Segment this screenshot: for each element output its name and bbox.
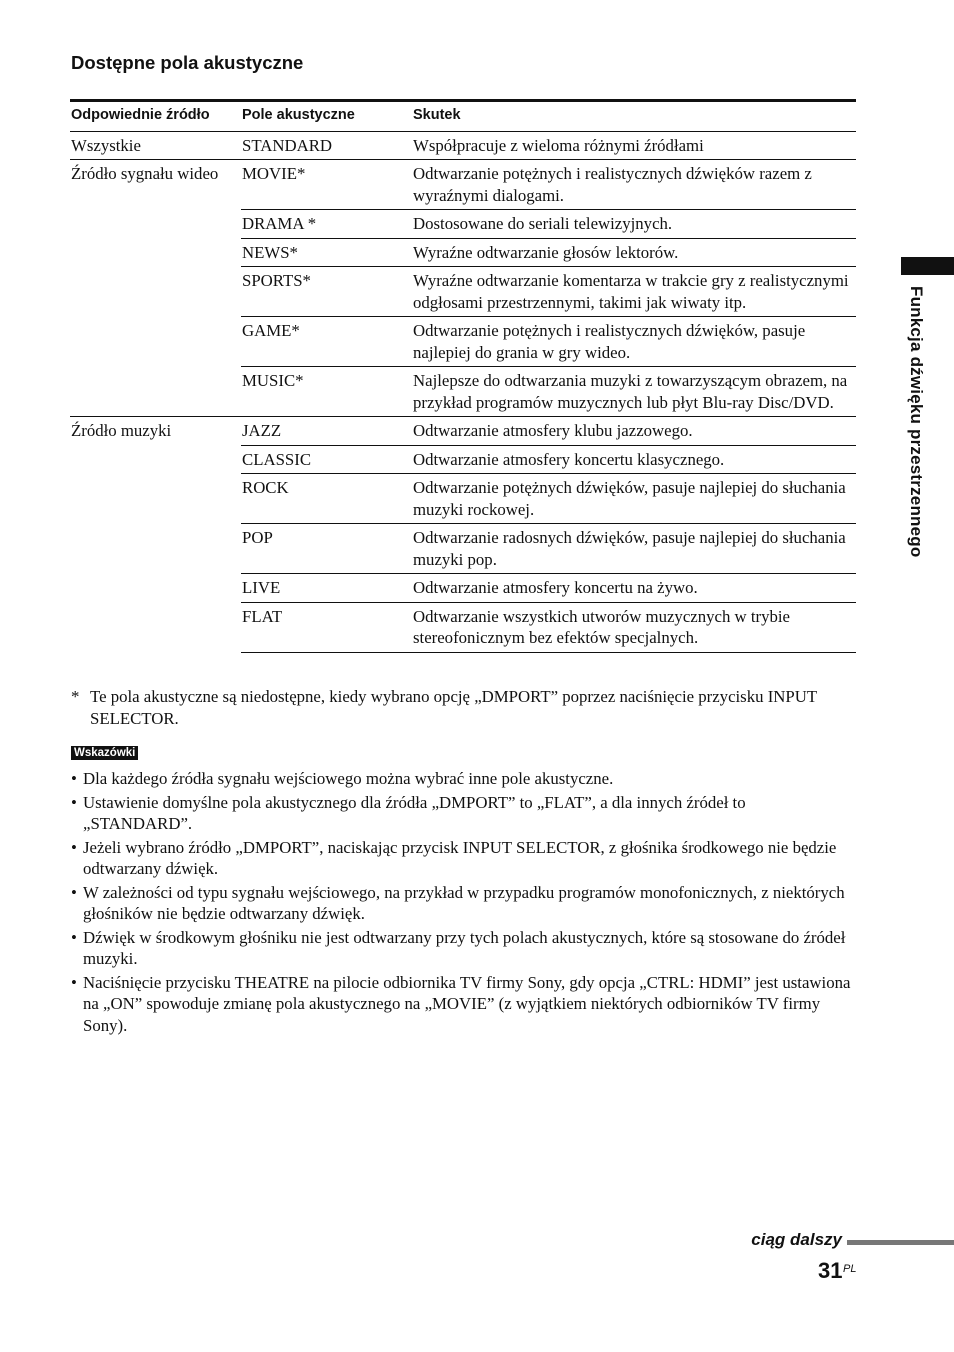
effect-cell: Odtwarzanie potężnych dźwięków, pasuje najlepiej do słuchania muzyki rockowej. — [412, 474, 856, 524]
tips-list — [71, 768, 857, 1038]
effect-cell: Dostosowane do seriali telewizyjnych. — [412, 210, 856, 239]
effect-cell: Odtwarzanie atmosfery koncertu na żywo. — [412, 574, 856, 603]
source-cell: Źródło muzyki — [70, 417, 241, 653]
section-side-label: Funkcja dźwięku przestrzennego — [907, 286, 926, 558]
footnote-marker: * — [71, 687, 80, 706]
list-item — [71, 792, 857, 835]
header-field: Pole akustyczne — [242, 107, 355, 123]
field-cell: MUSIC* — [241, 367, 412, 417]
section-heading: Dostępne pola akustyczne — [71, 52, 304, 73]
source-cell: Wszystkie — [70, 131, 241, 160]
page-number: 31 — [818, 1258, 843, 1283]
field-cell: SPORTS* — [241, 267, 412, 317]
bullet-icon: • — [71, 972, 77, 992]
bullet-icon: • — [71, 769, 77, 788]
tip-text: Ustawienie domyślne pola akustycznego dla źródła „DMPORT” to „FLAT”, a dla innych źródeł to „STANDARD”. — [83, 792, 746, 833]
effect-cell: Odtwarzanie atmosfery klubu jazzowego. — [412, 417, 856, 446]
field-cell: NEWS* — [241, 238, 412, 267]
field-cell: POP — [241, 524, 412, 574]
continued-label: ciąg dalszy — [751, 1230, 842, 1249]
effect-cell: Współpracuje z wieloma różnymi źródłami — [412, 131, 856, 160]
footnote-text: Te pola akustyczne są niedostępne, kiedy wybrano opcję „DMPORT” poprzez naciśnięcie przycisku INPUT SELECTOR. — [90, 687, 817, 728]
effect-cell: Najlepsze do odtwarzania muzyki z towarzyszącym obrazem, na przykład programów muzycznych lub płyt Blu-ray Disc/DVD. — [412, 367, 856, 417]
effect-cell: Odtwarzanie atmosfery koncertu klasycznego. — [412, 445, 856, 474]
tip-text: Naciśnięcie przycisku THEATRE na pilocie odbiornika TV firmy Sony, gdy opcja „CTRL: HDMI” jest ustawiona na „ON” spowoduje zmianę pola akustycznego na „MOVIE” (z wyjątkiem niektórych odbiorników TV firmy Sony). — [83, 972, 851, 1035]
field-cell: ROCK — [241, 474, 412, 524]
page-language-suffix: PL — [843, 1263, 857, 1275]
field-cell: LIVE — [241, 574, 412, 603]
effect-cell: Odtwarzanie radosnych dźwięków, pasuje najlepiej do słuchania muzyki pop. — [412, 524, 856, 574]
header-effect: Skutek — [413, 107, 461, 123]
field-cell: GAME* — [241, 317, 412, 367]
field-cell: STANDARD — [241, 131, 412, 160]
table-row — [70, 131, 856, 160]
tip-text: Dźwięk w środkowym głośniku nie jest odtwarzany przy tych polach akustycznych, które są stosowane do źródeł muzyki. — [83, 927, 846, 968]
effect-cell: Odtwarzanie potężnych i realistycznych dźwięków razem z wyraźnymi dialogami. — [412, 160, 856, 210]
table-row — [70, 417, 856, 446]
field-cell: JAZZ — [241, 417, 412, 446]
field-cell: DRAMA * — [241, 210, 412, 239]
tip-text: Jeżeli wybrano źródło „DMPORT”, naciskając przycisk INPUT SELECTOR, z głośnika środkowego nie będzie odtwarzany dźwięk. — [83, 837, 837, 878]
list-item — [71, 882, 857, 925]
section-tab-marker — [901, 257, 954, 275]
table-body — [70, 131, 856, 652]
sound-fields-table — [70, 99, 856, 653]
source-cell: Źródło sygnału wideo — [70, 160, 241, 417]
tip-text: W zależności od typu sygnału wejściowego, na przykład w przypadku programów monofonicznych, z niektórych głośników nie będzie odtwarzany dźwięk. — [83, 882, 845, 923]
bullet-icon: • — [71, 837, 77, 857]
effect-cell: Wyraźne odtwarzanie głosów lektorów. — [412, 238, 856, 267]
list-item — [71, 972, 857, 1037]
bullet-icon: • — [71, 792, 77, 812]
effect-cell: Wyraźne odtwarzanie komentarza w trakcie gry z realistycznymi odgłosami przestrzennymi, takimi jak wiwaty itp. — [412, 267, 856, 317]
list-item — [71, 837, 857, 880]
field-cell: CLASSIC — [241, 445, 412, 474]
bullet-icon: • — [71, 882, 77, 902]
field-cell: FLAT — [241, 602, 412, 652]
effect-cell: Odtwarzanie potężnych i realistycznych dźwięków, pasuje najlepiej do grania w gry wideo. — [412, 317, 856, 367]
header-source: Odpowiednie źródło — [71, 107, 210, 123]
list-item — [71, 927, 857, 970]
tip-text: Dla każdego źródła sygnału wejściowego można wybrać inne pole akustyczne. — [83, 769, 614, 788]
footnote — [71, 686, 856, 729]
tips-label: Wskazówki — [71, 746, 138, 760]
table-header-row — [70, 101, 856, 132]
field-cell: MOVIE* — [241, 160, 412, 210]
list-item — [71, 768, 857, 790]
bullet-icon: • — [71, 927, 77, 947]
continued-bar — [847, 1240, 954, 1245]
effect-cell: Odtwarzanie wszystkich utworów muzycznych w trybie stereofonicznym bez efektów specjalnych. — [412, 602, 856, 652]
table-row — [70, 160, 856, 210]
